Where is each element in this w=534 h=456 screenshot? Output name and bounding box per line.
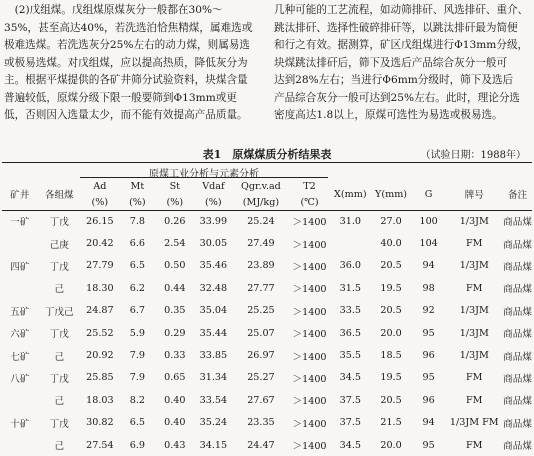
- table-cell: 27.54: [86, 439, 114, 451]
- table-cell: 四矿: [10, 261, 30, 273]
- table-cell: 25.52: [86, 327, 114, 339]
- table-cell: 商品煤: [503, 239, 532, 251]
- table-cell: 6.5: [129, 417, 145, 429]
- table-cell: 5.9: [129, 327, 145, 339]
- table-cell: 商品煤: [503, 261, 532, 273]
- table-cell: 31.0: [339, 215, 361, 227]
- unit-mt: (%): [129, 196, 146, 208]
- table-cell: 35.24: [199, 417, 228, 429]
- table-row: [2, 300, 532, 322]
- table-cell: 20.92: [86, 350, 114, 362]
- table-cell: 7.8: [129, 215, 145, 227]
- table-cell: ＞1400: [292, 373, 327, 385]
- table-cell: 27.77: [247, 282, 275, 294]
- table-row: [2, 255, 532, 277]
- table-cell: 0.40: [164, 417, 186, 429]
- table-cell: ＞1400: [292, 418, 327, 430]
- col-header-seam: 各组煤: [44, 190, 74, 201]
- table-cell: 33.99: [199, 215, 228, 227]
- table-date-note: （试验日期：1988年）: [420, 150, 526, 161]
- table-cell: 27.0: [380, 215, 402, 227]
- table-row: [2, 232, 532, 254]
- table-cell: 20.0: [380, 439, 402, 451]
- text-line: 和行之有效。据测算，矿区戊组煤进行Φ13mm分级，: [274, 39, 529, 51]
- table-row: [2, 210, 532, 232]
- table-cell: 五矿: [10, 306, 30, 318]
- table-cell: 0.33: [164, 350, 186, 362]
- table-cell: 27.67: [247, 394, 275, 406]
- table-cell: [330, 232, 370, 254]
- table-cell: 8.2: [129, 394, 145, 406]
- text-line: 普遍较低，原煤分级下限一般要筛到Φ13mm或更: [4, 91, 237, 104]
- table-cell: 己: [54, 441, 65, 453]
- table-cell: 104: [419, 238, 438, 250]
- table-cell: 34.5: [339, 372, 361, 384]
- table-cell: 32.48: [199, 282, 228, 294]
- table-cell: 0.43: [164, 439, 186, 451]
- table-cell: 1/3JM: [459, 215, 489, 227]
- table-cell: 己: [54, 284, 65, 296]
- table-cell: FM: [466, 394, 483, 406]
- text-line: 产品综合灰分一般可达到25%左右。此时，理论分选: [274, 91, 521, 104]
- table-cell: 0.44: [164, 282, 186, 294]
- table-row: [2, 277, 532, 299]
- text-line: 低，否则因入选量太少，而不能有效提高产品质量。: [4, 109, 248, 121]
- table-cell: 18.03: [86, 394, 114, 406]
- table-cell: 25.07: [247, 327, 275, 339]
- table-cell: 商品煤: [503, 396, 532, 408]
- table-cell: 19.5: [380, 282, 402, 294]
- table-cell: 34.15: [199, 439, 228, 451]
- table-cell: 35.5: [339, 350, 361, 362]
- col-header-brand: 牌号: [464, 190, 484, 201]
- table-cell: 1/3JM FM: [449, 417, 499, 429]
- table-cell: ＞1400: [292, 329, 327, 341]
- table-cell: 23.89: [247, 260, 275, 272]
- table-cell: 37.5: [339, 417, 361, 429]
- table-cell: 6.6: [129, 238, 145, 250]
- table-cell: 商品煤: [503, 441, 532, 453]
- table-cell: ＞1400: [292, 239, 327, 251]
- table-cell: 6.7: [129, 305, 145, 317]
- table-group-header: 原煤工业分析与元素分析: [149, 169, 259, 180]
- text-line: 主。根据平煤提供的各矿井筛分试验资料，块煤含量: [4, 74, 248, 86]
- table-header-row: [2, 178, 532, 194]
- table-title: 表1 原煤煤质分析结果表: [202, 148, 332, 161]
- table-cell: 96: [422, 350, 435, 362]
- table-cell: 36.0: [339, 260, 361, 272]
- table-cell: 十矿: [10, 418, 30, 430]
- table-cell: 21.5: [380, 417, 402, 429]
- table-row: [2, 412, 532, 434]
- col-header-t2: T2: [303, 180, 316, 192]
- table-cell: 96: [422, 394, 435, 406]
- table-cell: 1/3JM: [459, 305, 489, 317]
- col-header-remark: 备注: [507, 190, 528, 201]
- table-cell: 己: [54, 351, 65, 363]
- left-column: [4, 2, 262, 125]
- table-cell: 37.5: [339, 394, 361, 406]
- table-cell: 丁戊: [49, 373, 69, 385]
- col-header-ad: Ad: [93, 180, 107, 192]
- table-cell: 98: [422, 282, 435, 294]
- table-cell: 27.49: [247, 238, 275, 250]
- table-cell: 己: [54, 396, 65, 408]
- table-cell: 商品煤: [503, 329, 532, 341]
- right-column: [274, 2, 532, 125]
- text-line: 极难选煤。若洗选灰分25%左右的动力煤，则属易选: [4, 39, 251, 51]
- col-header-qgr: Qgr.v.ad: [241, 180, 281, 192]
- table-cell: 丁戊: [49, 418, 69, 430]
- table-cell: 25.25: [247, 305, 275, 317]
- table-cell: 36.5: [339, 327, 361, 339]
- table-cell: 6.5: [129, 260, 145, 272]
- table-cell: 7.9: [129, 350, 145, 362]
- col-header-mt: Mt: [130, 180, 145, 192]
- col-header-g: G: [424, 188, 433, 200]
- table-cell: 一矿: [10, 217, 30, 229]
- table-cell: 94: [422, 260, 435, 272]
- table-cell: 0.65: [164, 372, 186, 384]
- table-cell: 26.97: [247, 350, 275, 362]
- table-cell: FM: [466, 238, 483, 250]
- table-cell: 24.87: [86, 305, 114, 317]
- table-cell: 30.82: [86, 417, 114, 429]
- table-cell: 35.46: [199, 260, 228, 272]
- unit-qgr: (MJ/kg): [242, 196, 280, 208]
- table-cell: 31.34: [199, 372, 228, 384]
- table-cell: 己庚: [49, 239, 69, 251]
- table-cell: FM: [466, 372, 483, 384]
- text-line: 块煤跳汰排矸后，筛下及选后产品综合灰分一般可: [274, 56, 508, 69]
- table-cell: 100: [419, 215, 438, 227]
- table-cell: ＞1400: [292, 217, 327, 229]
- text-line: 达到28%左右；当进行Φ6mm分级时，筛下及选后: [274, 74, 514, 86]
- table-row: [2, 434, 532, 456]
- unit-vdaf: (%): [205, 196, 222, 208]
- table-cell: 商品煤: [503, 373, 532, 385]
- table-cell: ＞1400: [292, 396, 327, 408]
- table-cell: FM: [466, 282, 483, 294]
- table-cell: 95: [422, 327, 435, 339]
- table-cell: 19.5: [380, 372, 402, 384]
- coal-analysis-table: [2, 178, 532, 456]
- text-line: 几种可能的工艺流程，如动筛排矸、风选排矸、重介、: [274, 4, 529, 16]
- table-cell: 丁戊: [49, 261, 69, 273]
- table-cell: 商品煤: [503, 284, 532, 296]
- table-cell: ＞1400: [292, 441, 327, 453]
- col-header-x: X(mm): [334, 188, 367, 200]
- table-cell: 七矿: [10, 351, 30, 363]
- table-row: [2, 344, 532, 366]
- table-cell: 丁戊己: [44, 306, 74, 318]
- table-cell: 1/3JM: [459, 327, 489, 339]
- table-cell: 7.9: [129, 372, 145, 384]
- table-cell: 31.5: [339, 282, 361, 294]
- text-line: 或极易选煤。对戊组煤，应以提高热质，降低灰分为: [4, 56, 248, 69]
- table-cell: 25.85: [86, 372, 114, 384]
- table-cell: 六矿: [10, 329, 30, 341]
- table-cell: [2, 277, 37, 299]
- col-header-st: St: [169, 180, 181, 192]
- table-cell: 34.5: [339, 439, 361, 451]
- text-line: (2)戊组煤。戊组煤原煤灰分一般都在30%～: [4, 4, 223, 16]
- table-cell: 20.0: [380, 327, 402, 339]
- table-cell: 0.26: [164, 215, 186, 227]
- table-cell: 27.79: [86, 260, 114, 272]
- table-cell: ＞1400: [292, 351, 327, 363]
- table-cell: 0.40: [164, 394, 186, 406]
- table-cell: ＞1400: [292, 306, 327, 318]
- table-cell: 商品煤: [503, 351, 532, 363]
- table-cell: 20.5: [380, 260, 402, 272]
- table-row: [2, 322, 532, 344]
- table-cell: 0.35: [164, 305, 186, 317]
- table-body: [2, 210, 532, 456]
- unit-ad: (%): [91, 196, 109, 208]
- col-header-y: Y(mm): [375, 188, 408, 200]
- table-cell: 商品煤: [503, 418, 532, 430]
- table-cell: 0.50: [164, 260, 186, 272]
- text-line: 跳汰排矸、选择性破碎排矸等，以跳汰排矸最为简便: [274, 21, 518, 34]
- text-line: 密度高达1.8以上，原煤可选性为易选或极易选。: [274, 109, 503, 121]
- table-cell: 33.85: [199, 350, 228, 362]
- table-row: [2, 389, 532, 411]
- table-cell: 商品煤: [503, 217, 532, 229]
- table-cell: 丁戊: [49, 217, 69, 229]
- table-cell: 24.47: [247, 439, 275, 451]
- col-header-mine: 矿井: [10, 190, 30, 201]
- table-cell: 1/3JM: [459, 350, 489, 362]
- table-cell: 35.04: [199, 305, 228, 317]
- table-cell: 20.5: [380, 305, 402, 317]
- table-cell: 0.29: [164, 327, 186, 339]
- table-cell: 6.2: [129, 282, 145, 294]
- table-row: [2, 367, 532, 389]
- table-cell: FM: [466, 439, 483, 451]
- table-cell: 92: [422, 305, 435, 317]
- table-cell: 30.05: [199, 238, 228, 250]
- body-text: [4, 2, 532, 142]
- table-cell: 6.9: [129, 439, 145, 451]
- table-cell: 35.44: [199, 327, 228, 339]
- table-cell: 25.27: [247, 372, 275, 384]
- table-cell: 33.5: [339, 305, 361, 317]
- table-cell: 2.54: [164, 238, 186, 250]
- table-top-rule: [2, 162, 532, 163]
- table-cell: 1/3JM: [459, 260, 489, 272]
- table-cell: 25.24: [247, 215, 275, 227]
- table-cell: ＞1400: [292, 261, 327, 273]
- unit-t2: (℃): [300, 196, 319, 208]
- table-cell: 95: [422, 439, 435, 451]
- table-cell: 20.5: [380, 394, 402, 406]
- table-cell: [2, 434, 37, 456]
- table-cell: [2, 389, 37, 411]
- table-cell: 八矿: [10, 373, 30, 385]
- table-cell: 丁戊: [49, 329, 69, 341]
- table-cell: 95: [422, 372, 435, 384]
- table-cell: 20.42: [86, 238, 114, 250]
- table-cell: 33.54: [199, 394, 228, 406]
- table-cell: 94: [422, 417, 435, 429]
- table-cell: 18.5: [380, 350, 402, 362]
- table-cell: ＞1400: [292, 284, 327, 296]
- table-cell: 40.0: [380, 238, 402, 250]
- table-cell: 26.15: [86, 215, 114, 227]
- table-cell: 18.30: [86, 282, 114, 294]
- text-line: 35%，甚至高达40%，若洗选泊恰焦精煤，属难选或: [4, 21, 253, 34]
- col-header-vdaf: Vdaf: [202, 180, 225, 192]
- table-cell: 商品煤: [503, 306, 532, 318]
- unit-st: (%): [166, 196, 184, 208]
- table-cell: 23.35: [247, 417, 275, 429]
- table-cell: [2, 232, 37, 254]
